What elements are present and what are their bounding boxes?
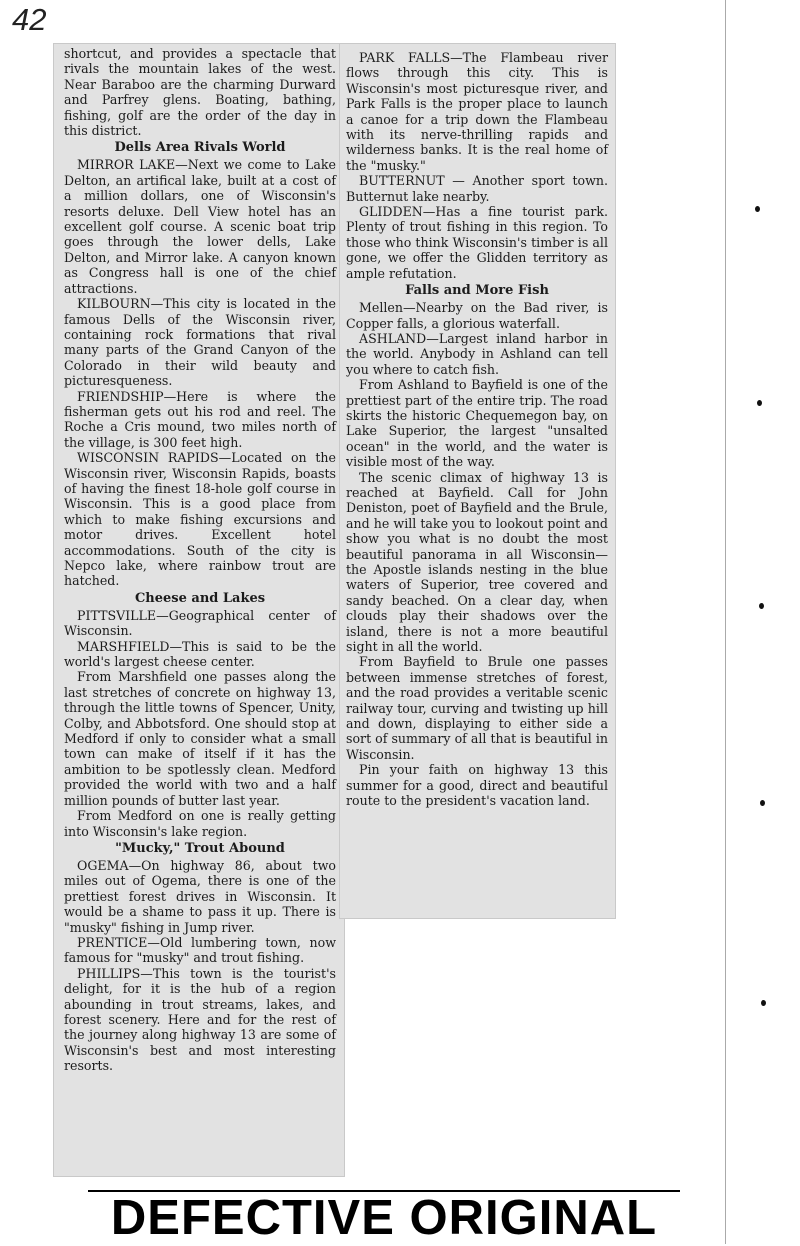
paragraph: PITTSVILLE—Geographical center of Wisconsin. (64, 607, 336, 639)
page-edge (725, 0, 726, 1244)
paragraph: The scenic climax of highway 13 is reached at Bayfield. Call for John Deniston, poet of Bayfield and the Brule, and he will take you to lookout point and show you what is no doubt the most beautiful panorama in all Wisconsin—the Apostle islands nesting in the blue waters of Superior, tree covered and sandy beached. On a clear day, when clouds play their shadows over the island, there is not a more beautiful sight in all the world. (346, 469, 608, 655)
paragraph: From Ashland to Bayfield is one of the prettiest part of the entire trip. The road skirts the historic Chequemegon bay, on Lake Superior, the largest "unsalted ocean" in the world, and the water is visible most of the way. (346, 377, 608, 470)
subheading: Cheese and Lakes (134, 590, 266, 606)
punch-hole-mark (761, 1000, 766, 1006)
paragraph: From Medford on one is really getting into Wisconsin's lake region. (64, 808, 336, 839)
article-clipping-right (340, 44, 615, 918)
paragraph: GLIDDEN—Has a fine tourist park. Plenty of trout fishing in this region. To those who think Wisconsin's timber is all gone, we offer the Glidden territory as ample refutation. (346, 204, 608, 281)
paragraph: BUTTERNUT — Another sport town. Butternut lake nearby. (346, 173, 608, 204)
subheading: Falls and More Fish (405, 283, 549, 299)
page-number: 42 (12, 2, 47, 37)
subheading: Dells Area Rivals World (114, 140, 286, 156)
paragraph: PHILLIPS—This town is the tourist's delight, for it is the hub of a region abounding in trout streams, lakes, and forest scenery. Here and for the rest of the journey along highway 13 are some of Wisconsin's best and most interesting resorts. (64, 965, 336, 1074)
paragraph: Pin your faith on highway 13 this summer for a good, direct and beautiful route to the president's vacation land. (346, 762, 608, 809)
paragraph: PARK FALLS—The Flambeau river flows through this city. This is Wisconsin's most picturesque river, and Park Falls is the proper place to launch a canoe for a trip down the Flambeau with its nerve-thrilling rapids and wilderness banks. It is the real home of the "musky." (346, 50, 608, 173)
stamp-text: DEFECTIVE ORIGINAL (110, 1191, 658, 1245)
paragraph: From Marshfield one passes along the last stretches of concrete on highway 13, through the little towns of Spencer, Unity, Colby, and Abbotsford. One should stop at Medford if only to consider what a small town can make of itself if it has the ambition to be spotlessly clean. Medford provided the world with two and a half million pounds of butter last year. (64, 669, 336, 808)
punch-hole-mark (757, 400, 762, 406)
paragraph: shortcut, and provides a spectacle that rivals the mountain lakes of the west. Near Baraboo are the charming Durward and Parfrey glens. Boating, bathing, fishing, golf are the order of the day in this district. (64, 46, 336, 139)
paragraph: MIRROR LAKE—Next we come to Lake Delton, an artifical lake, built at a cost of a million dollars, one of Wisconsin's resorts deluxe. Dell View hotel has an excellent golf course. A scenic boat trip goes through the lower dells, Lake Delton, and Mirror lake. A canyon known as Congress hall is one of the chief attractions. (64, 157, 336, 296)
subheading: "Mucky," Trout Abound (115, 840, 285, 856)
defective-original-stamp (88, 1190, 680, 1244)
paragraph: WISCONSIN RAPIDS—Located on the Wisconsin river, Wisconsin Rapids, boasts of having the finest 18-hole golf course in Wisconsin. This is a good place from which to make fishing excursions and motor drives. Excellent hotel accommodations. South of the city is Nepco lake, where rainbow trout are hatched. (64, 450, 336, 589)
paragraph: Mellen—Nearby on the Bad river, is Copper falls, a glorious waterfall. (346, 300, 608, 331)
paragraph: KILBOURN—This city is located in the famous Dells of the Wisconsin river, containing rock formations that rival many parts of the Grand Canyon of the Colorado in their wild beauty and picturesqueness. (64, 296, 336, 389)
paragraph: MARSHFIELD—This is said to be the world's largest cheese center. (64, 638, 336, 670)
paragraph: PRENTICE—Old lumbering town, now famous for "musky" and trout fishing. (64, 934, 336, 966)
paragraph: ASHLAND—Largest inland harbor in the world. Anybody in Ashland can tell you where to catch fish. (346, 330, 608, 377)
punch-hole-mark (755, 206, 760, 212)
article-column-left (64, 46, 336, 1074)
article-clipping-left (54, 44, 344, 1176)
paragraph: FRIENDSHIP—Here is where the fisherman gets out his rod and reel. The Roche a Cris mound, two miles north of the village, is 300 feet high. (64, 388, 336, 450)
punch-hole-mark (760, 800, 765, 806)
punch-hole-mark (759, 603, 764, 609)
article-column-right (346, 50, 608, 809)
paragraph: From Bayfield to Brule one passes between immense stretches of forest, and the road provides a veritable scenic railway tour, curving and twisting up hill and down, displaying to either side a sort of summary of all that is beautiful in Wisconsin. (346, 654, 608, 762)
paragraph: OGEMA—On highway 86, about two miles out of Ogema, there is one of the prettiest forest drives in Wisconsin. It would be a shame to pass it up. There is "musky" fishing in Jump river. (64, 857, 336, 935)
